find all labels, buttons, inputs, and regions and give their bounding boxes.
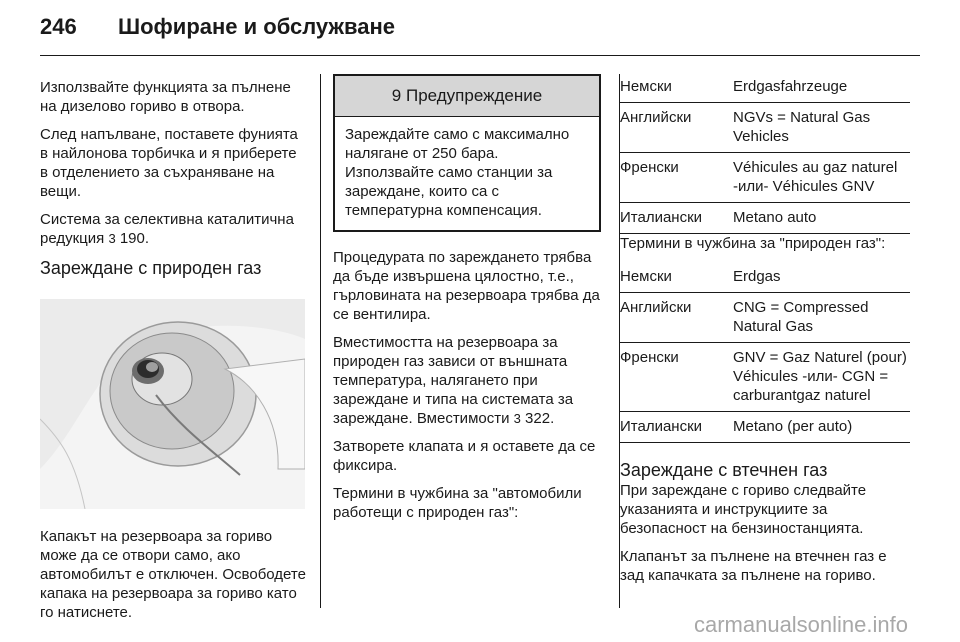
warning-triangle-icon: 9 [391, 86, 402, 105]
language-cell: Италиански [620, 412, 733, 443]
paragraph: Клапанът за пълнене на втечнен газ е зад капачката за пълнене на гориво. [620, 548, 887, 584]
terms-table-vehicles [620, 72, 910, 234]
reference-arrow-icon: 3 [108, 231, 116, 246]
section-heading-lpg: Зареждане с втечнен газ [620, 460, 828, 480]
table-row [620, 103, 910, 153]
term-cell: GNV = Gaz Naturel (pour) Véhicules -или- CGN = carburantgaz naturel [733, 343, 910, 412]
language-cell: Френски [620, 343, 733, 412]
language-cell: Италиански [620, 203, 733, 234]
term-cell: Erdgas [733, 262, 910, 293]
term-cell: Erdgasfahrzeuge [733, 72, 910, 103]
terms-table-natural-gas [620, 262, 910, 443]
table-row [620, 203, 910, 234]
paragraph-text: Вместимостта на резервоара за природен газ зависи от външната температура, налягането при зареждане и типа на системата за зареждане. Вместимости [333, 334, 574, 427]
warning-text: Зареждайте само с максимално налягане от 250 бара. Използвайте само станции за зареждане, които са с температурна компенсация. [345, 126, 570, 219]
page-title: Шофиране и обслужване [118, 14, 396, 39]
warning-box [333, 74, 601, 232]
term-cell: NGVs = Natural Gas Vehicles [733, 103, 910, 153]
column-2 [333, 78, 605, 531]
page-header [40, 14, 395, 40]
paragraph: При зареждане с гориво следвайте указанията и инструкциите за безопасност на бензиностанцията. [620, 482, 867, 537]
fuel-filler-cap-illustration [40, 299, 305, 509]
column-1 [40, 78, 308, 631]
table-row [620, 293, 910, 343]
term-cell: CNG = Compressed Natural Gas [733, 293, 910, 343]
table-row [620, 343, 910, 412]
watermark: carmanualsonline.info [693, 612, 908, 637]
language-cell: Английски [620, 293, 733, 343]
paragraph: Затворете клапата и я оставете да се фиксира. [333, 438, 596, 474]
column-3 [620, 78, 910, 594]
paragraph: Термини в чужбина за "природен газ": [620, 235, 886, 252]
table-row [620, 72, 910, 103]
header-rule [40, 55, 920, 56]
term-cell: Véhicules au gaz naturel -или- Véhicules GNV [733, 153, 910, 203]
section-heading-natural-gas: Зареждане с природен газ [40, 258, 262, 278]
language-cell: Английски [620, 103, 733, 153]
warning-header [335, 76, 599, 117]
page-number: 246 [40, 14, 77, 39]
reference-arrow-icon: 3 [513, 411, 521, 426]
paragraph: Термини в чужбина за "автомобили работещи с природен газ": [333, 485, 582, 521]
paragraph [40, 210, 308, 248]
table-row [620, 153, 910, 203]
page-reference[interactable]: 322. [520, 410, 555, 427]
term-cell: Metano (per auto) [733, 412, 910, 443]
language-cell: Немски [620, 72, 733, 103]
term-cell: Metano auto [733, 203, 910, 234]
paragraph: Капакът на резервоара за гориво може да се отвори само, ако автомобилът е отключен. Освободете капака на резервоара за гориво като го натиснете. [40, 528, 306, 621]
paragraph: Използвайте функцията за пълнене на дизелово гориво в отвора. [40, 79, 291, 115]
paragraph-text: Система за селективна каталитична редукция [40, 211, 294, 247]
warning-title: Предупреждение [406, 86, 543, 105]
table-row [620, 412, 910, 443]
page-reference[interactable]: 190. [115, 230, 150, 247]
column-divider-1 [320, 74, 321, 608]
paragraph: След напълване, поставете фунията в найлонова торбичка и я приберете в отделението за съхраняване на вещи. [40, 126, 298, 200]
table-row [620, 262, 910, 293]
language-cell: Френски [620, 153, 733, 203]
paragraph [333, 333, 605, 428]
paragraph: Процедурата по зареждането трябва да бъде извършена цялостно, т.е., гърловината на резервоара трябва да се вентилира. [333, 249, 600, 323]
language-cell: Немски [620, 262, 733, 293]
